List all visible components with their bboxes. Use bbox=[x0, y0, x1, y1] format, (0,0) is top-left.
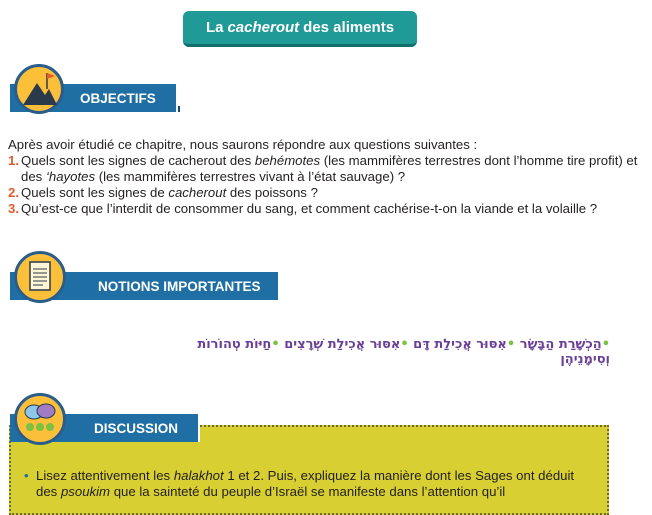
bullet-dot: • bbox=[24, 468, 29, 483]
list-number: 1. bbox=[8, 153, 19, 168]
objectifs-label: OBJECTIFS bbox=[80, 90, 156, 106]
notion-item: חַיּוֹת טְהוֹרוֹת וְסִימָנֵיהֶן bbox=[197, 337, 610, 367]
q1-italic-2: ‘hayotes bbox=[45, 169, 96, 184]
list-item bbox=[8, 201, 648, 217]
notion-item: אִסּוּר אֲכִילַת דָּם bbox=[413, 337, 507, 352]
notions-list bbox=[150, 337, 610, 367]
q1-text-a: Quels sont les signes de cacherout des bbox=[21, 153, 255, 168]
q1-italic-1: behémotes bbox=[254, 153, 321, 168]
title-prefix: La bbox=[205, 19, 224, 36]
q2-text-a: Quels sont les signes de bbox=[21, 185, 169, 200]
q1-text-c: (les mammifères terrestres vivant à l’état sauvage) ? bbox=[95, 169, 406, 184]
notion-item: הַכְשָׁרַת הַבָּשָׂר bbox=[519, 337, 602, 352]
list-item bbox=[8, 153, 648, 185]
notion-item: אִסּוּר אֲכִילַת שְׁרָצִים bbox=[284, 337, 401, 352]
discussion-italic-2: psoukim bbox=[60, 484, 111, 499]
page-title bbox=[183, 11, 417, 47]
notions-label: NOTIONS IMPORTANTES bbox=[98, 278, 261, 294]
bullet-dot: • bbox=[506, 337, 516, 352]
discussion-text-b: 1 et 2. Puis, expliquez la manière dont les Sages ont déduit des bbox=[36, 468, 575, 499]
list-item bbox=[8, 185, 648, 201]
speech-bubbles-icon bbox=[14, 393, 66, 445]
discussion-text bbox=[24, 468, 596, 500]
intro-text: Après avoir étudié ce chapitre, nous saurons répondre aux questions suivantes : bbox=[8, 137, 478, 152]
q3-text-a: Qu’est-ce que l’interdit de consommer du sang, et comment cachérise-t-on la viande et la volaille ? bbox=[21, 201, 598, 216]
discussion-text-c: que la sainteté du peuple d’Israël se manifeste dans l’attention qu’il bbox=[110, 484, 506, 499]
bullet-dot: • bbox=[271, 337, 280, 352]
q1-text-b: (les mammifères terrestres dont l’homme tire profit) et des bbox=[21, 153, 638, 184]
mountain-flag-icon bbox=[14, 64, 64, 114]
objectives-list bbox=[8, 153, 648, 217]
discussion-text-a: Lisez attentivement les bbox=[36, 468, 174, 483]
title-italic: cacherout bbox=[227, 19, 300, 36]
discussion-label: DISCUSSION bbox=[94, 420, 179, 436]
list-number: 2. bbox=[8, 185, 19, 200]
list-number: 3. bbox=[8, 201, 19, 216]
discussion-italic-1: halakhot bbox=[173, 468, 224, 483]
q2-italic-1: cacherout bbox=[168, 185, 227, 200]
document-icon bbox=[14, 251, 66, 303]
bullet-dot: • bbox=[601, 337, 610, 352]
title-suffix: des aliments bbox=[303, 19, 395, 36]
bullet-dot: • bbox=[400, 337, 409, 352]
q2-text-b: des poissons ? bbox=[226, 185, 318, 200]
